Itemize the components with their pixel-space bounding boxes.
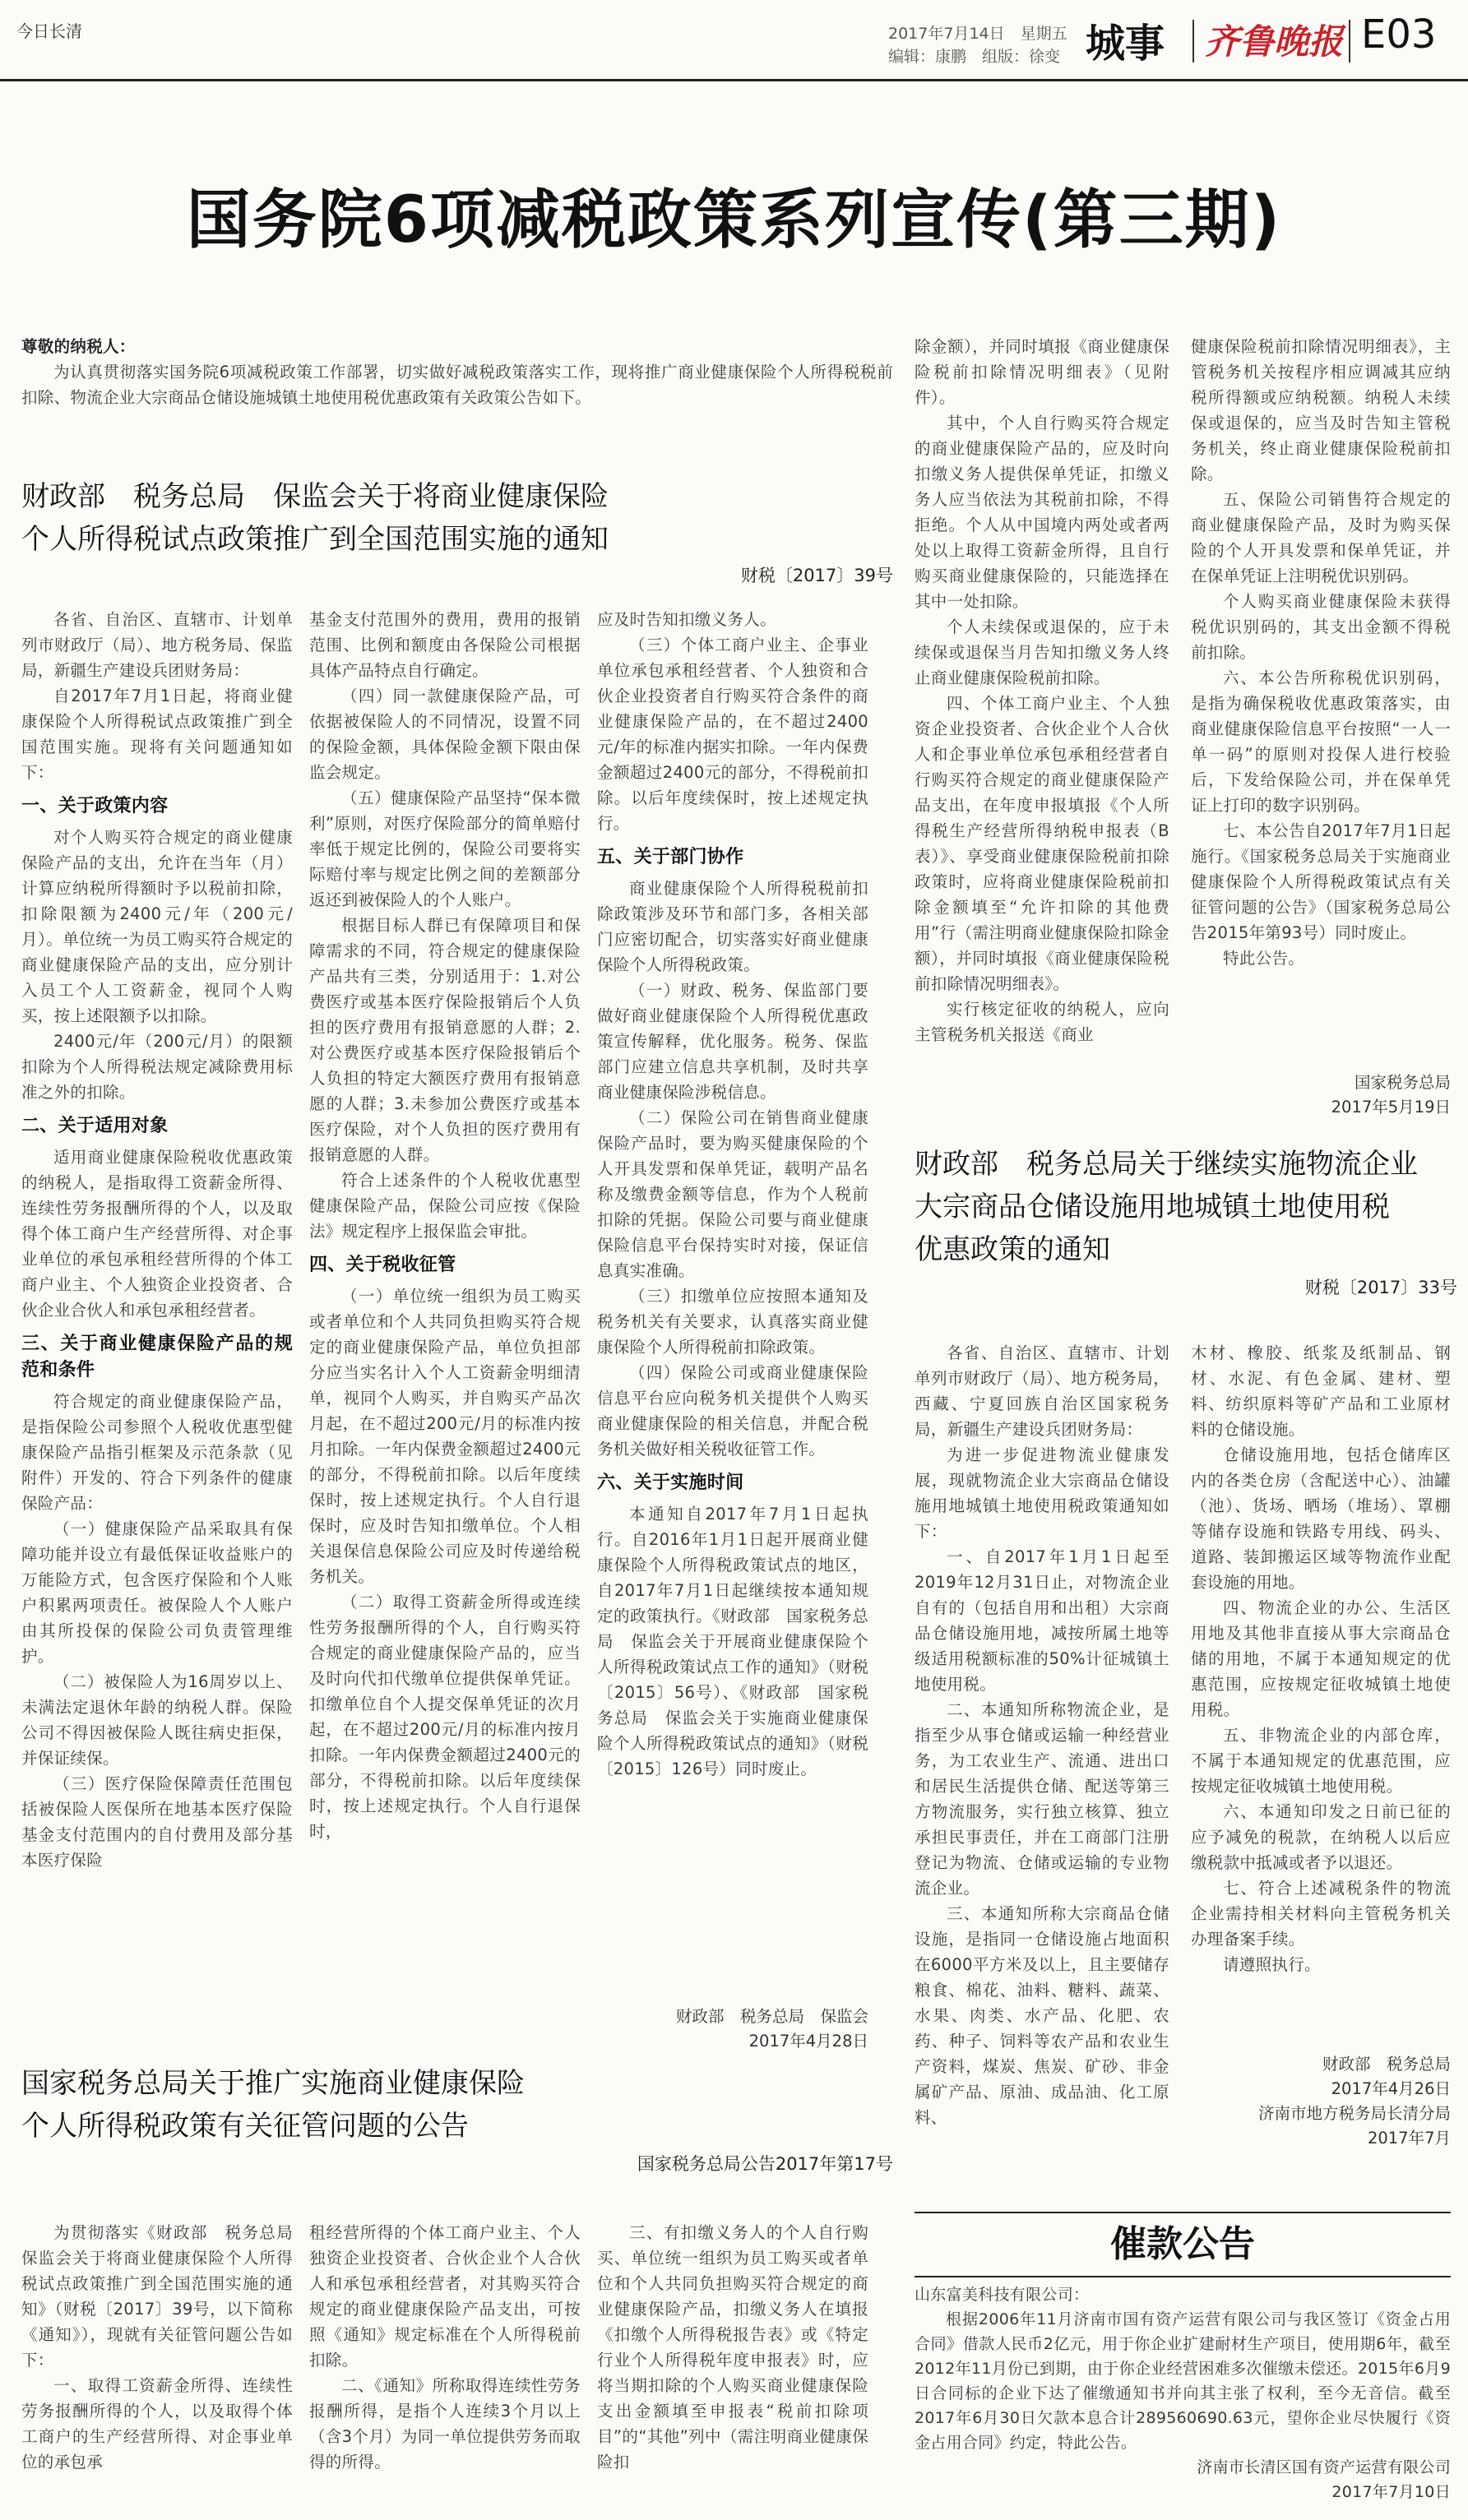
paragraph: 对个人购买符合规定的商业健康保险产品的支出，允许在当年（月）计算应纳税所得额时予以税前扣除，扣除限额为2400元/年（200元/月）。单位统一为员工购买符合规定的商业健康保险产品的支出，应分别计入员工个人工资薪金，视同个人购买，按上述限额予以扣除。 bbox=[21, 828, 293, 1025]
article1-column-1 bbox=[21, 607, 293, 1873]
paragraph: 七、本公告自2017年7月1日起施行。《国家税务总局关于实施商业健康保险个人所得税政策试点有关征管问题的公告》（国家税务总局公告2015年第93号）同时废止。 bbox=[1191, 821, 1451, 942]
article1-column-5 bbox=[1191, 334, 1451, 971]
paragraph: 根据目标人群已有保障项目和保障需求的不同，符合规定的健康保险产品共有三类，分别适用于：1.对公费医疗或基本医疗保险报销后个人负担的医疗费用有报销意愿的人群；2.对公费医疗或基本医疗保险报销后个人负担的特定大额医疗费用有报销意愿的人群；3.未参加公费医疗或基本医疗保险，对个人负担的医疗费用有报销意愿的人群。 bbox=[309, 916, 581, 1164]
header-divider bbox=[1192, 20, 1194, 62]
notice-rule-bottom bbox=[915, 2276, 1451, 2277]
article1-column-2 bbox=[309, 607, 581, 1844]
notice-title: 催款公告 bbox=[1110, 2223, 1255, 2265]
paragraph: （三）医疗保险保障责任范围包括被保险人医保所在地基本医疗保险基金支付范围内的自付费用及部分基本医疗保险 bbox=[21, 1774, 293, 1870]
paragraph: 除金额），并同时填报《商业健康保险税前扣除情况明细表》（见附件）。 bbox=[915, 337, 1169, 407]
header-date: 2017年7月14日 星期五 bbox=[888, 25, 1067, 43]
article3-heading bbox=[915, 1143, 1457, 1299]
paragraph: 为贯彻落实《财政部 税务总局 保监会关于将商业健康保险个人所得税试点政策推广到全国范围实施的通知》（财税〔2017〕39号，以下简称《通知》），现就有关征管问题公告如下： bbox=[21, 2223, 309, 2370]
paragraph: 各省、自治区、直辖市、计划单列市财政厅（局）、地方税务局，西藏、宁夏回族自治区国家税务局，新疆生产建设兵团财务局： bbox=[915, 1343, 1169, 1439]
section-heading: 一、关于政策内容 bbox=[21, 796, 169, 816]
notice-addressee: 山东富美科技有限公司： bbox=[915, 2286, 1090, 2304]
notice-date: 2017年7月10日 bbox=[1331, 2483, 1451, 2501]
paragraph: 六、本公告所称税优识别码，是指为确保税收优惠政策落实，由商业健康保险信息平台按照“一人一单一码”的原则对投保人进行校验后，下发给保险公司，并在保单凭证上打印的数字识别码。 bbox=[1191, 668, 1451, 815]
article2-heading bbox=[21, 2062, 893, 2176]
paragraph: （三）个体工商户业主、企事业单位承包承租经营者、个人独资和合伙企业投资者自行购买符合条件的商业健康保险产品的，在不超过2400元/年的标准内据实扣除。一年内保费金额超过2400元的部分，不得税前扣除。以后年度续保时，按上述规定执行。 bbox=[597, 636, 868, 833]
article1-doc-number: 财税〔2017〕39号 bbox=[740, 566, 893, 585]
paragraph: 应及时告知扣缴义务人。 bbox=[597, 610, 776, 629]
page-header bbox=[0, 0, 1468, 82]
section-heading: 二、关于适用对象 bbox=[21, 1116, 169, 1136]
paragraph: 三、本通知所称大宗商品仓储设施，是指同一仓储设施占地面积在6000平方米及以上，且主要储存粮食、棉花、油料、糖料、蔬菜、水果、肉类、水产品、化肥、农药、种子、饲料等农产品和农业生产资料，煤炭、焦炭、矿砂、非金属矿产品、原油、成品油、化工原料、 bbox=[915, 1904, 1169, 2127]
article1-date: 2017年4月28日 bbox=[748, 2032, 868, 2051]
article3-doc-number: 财税〔2017〕33号 bbox=[1304, 1278, 1457, 1297]
article3-title-line2: 大宗商品仓储设施用地城镇土地使用税 bbox=[915, 1191, 1390, 1223]
article2-column-1 bbox=[21, 2220, 309, 2475]
intro bbox=[21, 334, 893, 410]
paragraph: 请遵照执行。 bbox=[1223, 1955, 1321, 1974]
header-editor: 编辑：康鹏 组版：徐变 bbox=[888, 48, 1061, 66]
section-heading: 四、关于税收征管 bbox=[309, 1255, 456, 1275]
page-title: 国务院6项减税政策系列宣传(第三期) bbox=[186, 183, 1282, 257]
paragraph: （二）被保险人为16周岁以上、未满法定退休年龄的纳税人群。保险公司不得因被保险人既往病史拒保，并保证续保。 bbox=[21, 1672, 293, 1768]
paragraph: 2400元/年（200元/月）的限额扣除为个人所得税法规定减除费用标准之外的扣除。 bbox=[21, 1032, 293, 1102]
article3-signature bbox=[1191, 2052, 1451, 2151]
article3-title-line1: 财政部 税务总局关于继续实施物流企业 bbox=[915, 1148, 1418, 1181]
paragraph: 基金支付范围外的费用，费用的报销范围、比例和额度由各保险公司根据具体产品特点自行确定。 bbox=[309, 610, 581, 680]
paragraph: 适用商业健康保险税收优惠政策的纳税人，是指取得工资薪金所得、连续性劳务报酬所得的个人，以及取得个体工商户生产经营所得、对企事业单位的承包承租经营所得的个体工商户业主、个人独资企业投资者、合伙企业合伙人和承包承租经营者。 bbox=[21, 1148, 293, 1320]
paragraph: 五、非物流企业的内部仓库，不属于本通知规定的优惠范围，应按规定征收城镇土地使用税。 bbox=[1191, 1726, 1451, 1796]
paragraph: 特此公告。 bbox=[1223, 949, 1305, 968]
page-number: E03 bbox=[1361, 12, 1437, 58]
paragraph: 商业健康保险个人所得税税前扣除政策涉及环节和部门多，各相关部门应密切配合，切实落实好商业健康保险个人所得税政策。 bbox=[597, 879, 868, 974]
paragraph: 自2017年7月1日起，将商业健康保险个人所得税试点政策推广到全国范围实施。现将有关问题通知如下： bbox=[21, 687, 293, 782]
paragraph: （二）取得工资薪金所得或连续性劳务报酬所得的个人，自行购买符合规定的商业健康保险产品的，应当及时向代扣代缴单位提供保单凭证。扣缴单位自个人提交保单凭证的次月起，在不超过200元/月的标准内按月扣除。一年内保费金额超过2400元的部分，不得税前扣除。以后年度续保时，按上述规定执行。个人自行退保时， bbox=[309, 1593, 581, 1841]
paragraph: 健康保险税前扣除情况明细表》，主管税务机关按程序相应调减其应纳税所得额或应纳税额。纳税人未续保或退保的，应当及时告知主管税务机关，终止商业健康保险税前扣除。 bbox=[1191, 337, 1451, 483]
header-divider-2 bbox=[1349, 20, 1350, 62]
article1-title-line1: 财政部 税务总局 保监会关于将商业健康保险 bbox=[21, 480, 609, 513]
paragraph: 本通知自2017年7月1日起执行。自2016年1月1日起开展商业健康保险个人所得税政策试点的地区，自2017年7月1日起继续按本通知规定的政策执行。《财政部 国家税务总局 保监会关于开展商业健康保险个人所得税政策试点工作的通知》（财税〔2015〕56号）、《财政部 国家税务总局 保监会关于实施商业健康保险个人所得税政策试点的通知》（财税〔2015〕126号）同时废止。 bbox=[597, 1505, 868, 1778]
paragraph: 四、物流企业的办公、生活区用地及其他非直接从事大宗商品仓储的用地，不属于本通知规定的优惠范围，应按规定征收城镇土地使用税。 bbox=[1191, 1598, 1451, 1719]
article1-signer: 财政部 税务总局 保监会 bbox=[675, 2007, 868, 2026]
article2-signer: 国家税务总局 bbox=[1354, 1073, 1451, 1092]
paragraph: 符合规定的商业健康保险产品，是指保险公司参照个人税收优惠型健康保险产品指引框架及示范条款（见附件）开发的、符合下列条件的健康保险产品： bbox=[21, 1392, 293, 1513]
paragraph: 二、本通知所称物流企业，是指至少从事仓储或运输一种经营业务，为工农业生产、流通、进出口和居民生活提供仓储、配送等第三方物流服务，实行独立核算、独立承担民事责任，并在工商部门注册登记为物流、仓储或运输的专业物流企业。 bbox=[915, 1700, 1169, 1898]
article1-signature bbox=[597, 2004, 868, 2054]
section-left-label: 今日长清 bbox=[16, 21, 82, 41]
paragraph: 个人未续保或退保的，应于未续保或退保当月告知扣缴义务人终止商业健康保险税前扣除。 bbox=[915, 617, 1169, 687]
paragraph: 一、取得工资薪金所得、连续性劳务报酬所得的个人，以及取得个体工商户的生产经营所得、对企事业单位的承包承 bbox=[21, 2376, 293, 2471]
intro-salutation: 尊敬的纳税人： bbox=[21, 337, 136, 356]
paragraph: 个人购买商业健康保险未获得税优识别码的，其支出金额不得税前扣除。 bbox=[1191, 592, 1451, 662]
article2-date: 2017年5月19日 bbox=[1331, 1098, 1451, 1117]
article3-signer: 财政部 税务总局 bbox=[1322, 2055, 1451, 2074]
paragraph: （三）扣缴单位应按照本通知及税务机关有关要求，认真落实商业健康保险个人所得税前扣除政策。 bbox=[597, 1287, 868, 1357]
article2-title-line1: 国家税务总局关于推广实施商业健康保险 bbox=[21, 2067, 525, 2100]
paragraph: （一）单位统一组织为员工购买或者单位和个人共同负担购买符合规定的商业健康保险产品，单位负担部分应当实名计入个人工资薪金明细清单，视同个人购买，并自购买产品次月起，在不超过200元/月的标准内按月扣除。一年内保费金额超过2400元的部分，不得税前扣除。以后年度续保时，按上述规定执行。个人自行退保时，应及时告知扣缴单位。个人相关退保信息保险公司应及时传递给税务机关。 bbox=[309, 1287, 581, 1586]
notice-body bbox=[915, 2282, 1451, 2504]
article1-heading bbox=[21, 475, 893, 587]
paragraph: （五）健康保险产品坚持“保本微利”原则，对医疗保险部分的简单赔付率低于规定比例的，保险公司要将实际赔付率与规定比例之间的差额部分返还到被保险人的个人账户。 bbox=[309, 788, 581, 909]
notice-rule-top bbox=[915, 2212, 1451, 2213]
paragraph: 五、保险公司销售符合规定的商业健康保险产品，及时为购买保险的个人开具发票和保单凭证，并在保单凭证上注明税优识别码。 bbox=[1191, 490, 1451, 585]
paragraph: （二）保险公司在销售商业健康保险产品时，要为购买健康保险的个人开具发票和保单凭证，载明产品名称及缴费金额等信息，作为个人税前扣除的凭据。保险公司要与商业健康保险信息平台保持实时对接，保证信息真实准确。 bbox=[597, 1108, 868, 1280]
notice-text: 根据2006年11月济南市国有资产运营有限公司与我区签订《资金占用合同》借款人民币2亿元，用于你企业扩建耐材生产项目，使用期6年，截至2012年11月份已到期，由于你企业经营困难多次催缴未偿还。2015年6月9日合同标的企业下达了催缴通知书并向其主张了权利，至今无音信。截至2017年6月30日欠款本息合计289560690.63元，望你企业尽快履行《资金占用合同》约定，特此公告。 bbox=[915, 2310, 1451, 2452]
article3-issuer: 济南市地方税务局长清分局 bbox=[1257, 2104, 1451, 2123]
paragraph: 七、符合上述减税条件的物流企业需持相关材料向主管税务机关办理备案手续。 bbox=[1191, 1879, 1451, 1949]
newspaper-logo: 齐鲁晚报 bbox=[1205, 21, 1344, 62]
paragraph: （四）同一款健康保险产品，可依据被保险人的不同情况，设置不同的保险金额，具体保险金额下限由保监会规定。 bbox=[309, 687, 581, 782]
article2-doc-number: 国家税务总局公告2017年第17号 bbox=[637, 2154, 893, 2174]
article2-signature bbox=[1191, 1070, 1451, 1120]
intro-text: 为认真贯彻落实国务院6项减税政策工作部署，切实做好减税政策落实工作，现将推广商业健康保险个人所得税税前扣除、物流企业大宗商品仓储设施城镇土地使用税优惠政策有关政策公告如下。 bbox=[21, 363, 893, 407]
paragraph: （一）财政、税务、保监部门要做好商业健康保险个人所得税优惠政策宣传解释，优化服务。税务、保监部门应建立信息共享机制，及时共享商业健康保险涉税信息。 bbox=[597, 981, 868, 1102]
article2-column-3 bbox=[597, 2220, 868, 2475]
article1-column-3 bbox=[597, 607, 868, 1782]
paragraph: 二、《通知》所称取得连续性劳务报酬所得，是指个人连续3个月以上（含3个月）为同一单位提供劳务而取得的所得。 bbox=[309, 2376, 581, 2471]
paragraph: 为进一步促进物流业健康发展，现就物流企业大宗商品仓储设施用地城镇土地使用税政策通知如下： bbox=[915, 1445, 1169, 1541]
paragraph: 仓储设施用地，包括仓储库区内的各类仓房（含配送中心）、油罐（池）、货场、晒场（堆场）、罩棚等储存设施和铁路专用线、码头、道路、装卸搬运区域等物流作业配套设施的用地。 bbox=[1191, 1445, 1451, 1592]
paragraph: 六、本通知印发之日前已征的应予减免的税款，在纳税人以后应缴税款中抵减或者予以退还。 bbox=[1191, 1802, 1451, 1872]
article3-title-line3: 优惠政策的通知 bbox=[915, 1233, 1110, 1266]
header-rule bbox=[0, 79, 1468, 81]
paragraph: 符合上述条件的个人税收优惠型健康保险产品，保险公司应按《保险法》规定程序上报保监会审批。 bbox=[309, 1171, 581, 1241]
section-name: 城事 bbox=[1086, 21, 1165, 67]
article3-date: 2017年4月26日 bbox=[1331, 2079, 1451, 2098]
paragraph: 三、有扣缴义务人的个人自行购买、单位统一组织为员工购买或者单位和个人共同负担购买符合规定的商业健康保险产品，扣缴义务人在填报《扣缴个人所得税报告表》或《特定行业个人所得税年度申报表》时，应将当期扣除的个人购买商业健康保险支出金额填至申报表“税前扣除项目”的“其他”列中（需注明商业健康保险扣 bbox=[597, 2223, 868, 2471]
article2-column-2 bbox=[309, 2220, 581, 2475]
notice-signer: 济南市长清区国有资产运营有限公司 bbox=[1197, 2458, 1451, 2476]
section-heading: 三、关于商业健康保险产品的规范和条件 bbox=[21, 1334, 293, 1380]
paragraph: 木材、橡胶、纸浆及纸制品、钢材、水泥、有色金属、建材、塑料、纺织原料等矿产品和工业原材料的仓储设施。 bbox=[1191, 1343, 1451, 1439]
article1-column-4 bbox=[915, 334, 1169, 1047]
paragraph: 四、个体工商户业主、个人独资企业投资者、合伙企业个人合伙人和企事业单位承包承租经营者自行购买符合规定的商业健康保险产品支出，在年度申报填报《个人所得税生产经营所得纳税申报表（B表）》、享受商业健康保险税前扣除政策时，应将商业健康保险税前扣除金额填至“允许扣除的其他费用”行（需注明商业健康保险扣除金额），并同时填报《商业健康保险税前扣除情况明细表》。 bbox=[915, 694, 1169, 993]
section-heading: 五、关于部门协作 bbox=[597, 847, 744, 867]
paragraph: 实行核定征收的纳税人，应向主管税务机关报送《商业 bbox=[915, 1000, 1169, 1044]
article3-column-2 bbox=[1191, 1340, 1451, 1977]
paragraph: （四）保险公司或商业健康保险信息平台应向税务机关提供个人购买商业健康保险的相关信息，并配合税务机关做好相关税收征管工作。 bbox=[597, 1363, 868, 1459]
article3-column-1 bbox=[915, 1340, 1169, 2130]
paragraph: 一、自2017年1月1日起至2019年12月31日止，对物流企业自有的（包括自用和出租）大宗商品仓储设施用地，减按所属土地等级适用税额标准的50%计征城镇土地使用税。 bbox=[915, 1547, 1169, 1694]
paragraph: 租经营所得的个体工商户业主、个人独资企业投资者、合伙企业个人合伙人和承包承租经营者，对其购买符合规定的商业健康保险产品支出，可按照《通知》规定标准在个人所得税前扣除。 bbox=[309, 2223, 581, 2370]
article2-title-line2: 个人所得税政策有关征管问题的公告 bbox=[21, 2110, 469, 2143]
section-heading: 六、关于实施时间 bbox=[597, 1473, 744, 1493]
article1-title-line2: 个人所得税试点政策推广到全国范围实施的通知 bbox=[21, 523, 609, 556]
paragraph: 各省、自治区、直辖市、计划单列市财政厅（局）、地方税务局、保监局，新疆生产建设兵团财务局： bbox=[21, 610, 293, 680]
paragraph: 其中，个人自行购买符合规定的商业健康保险产品的，应及时向扣缴义务人提供保单凭证，扣缴义务人应当依法为其税前扣除，不得拒绝。个人从中国境内两处或者两处以上取得工资薪金所得，且自行购买商业健康保险的，只能选择在其中一处扣除。 bbox=[915, 414, 1169, 611]
paragraph: （一）健康保险产品采取具有保障功能并设立有最低保证收益账户的万能险方式，包含医疗保险和个人账户积累两项责任。被保险人个人账户由其所投保的保险公司负责管理维护。 bbox=[21, 1519, 293, 1666]
article3-issue-date: 2017年7月 bbox=[1367, 2129, 1451, 2148]
